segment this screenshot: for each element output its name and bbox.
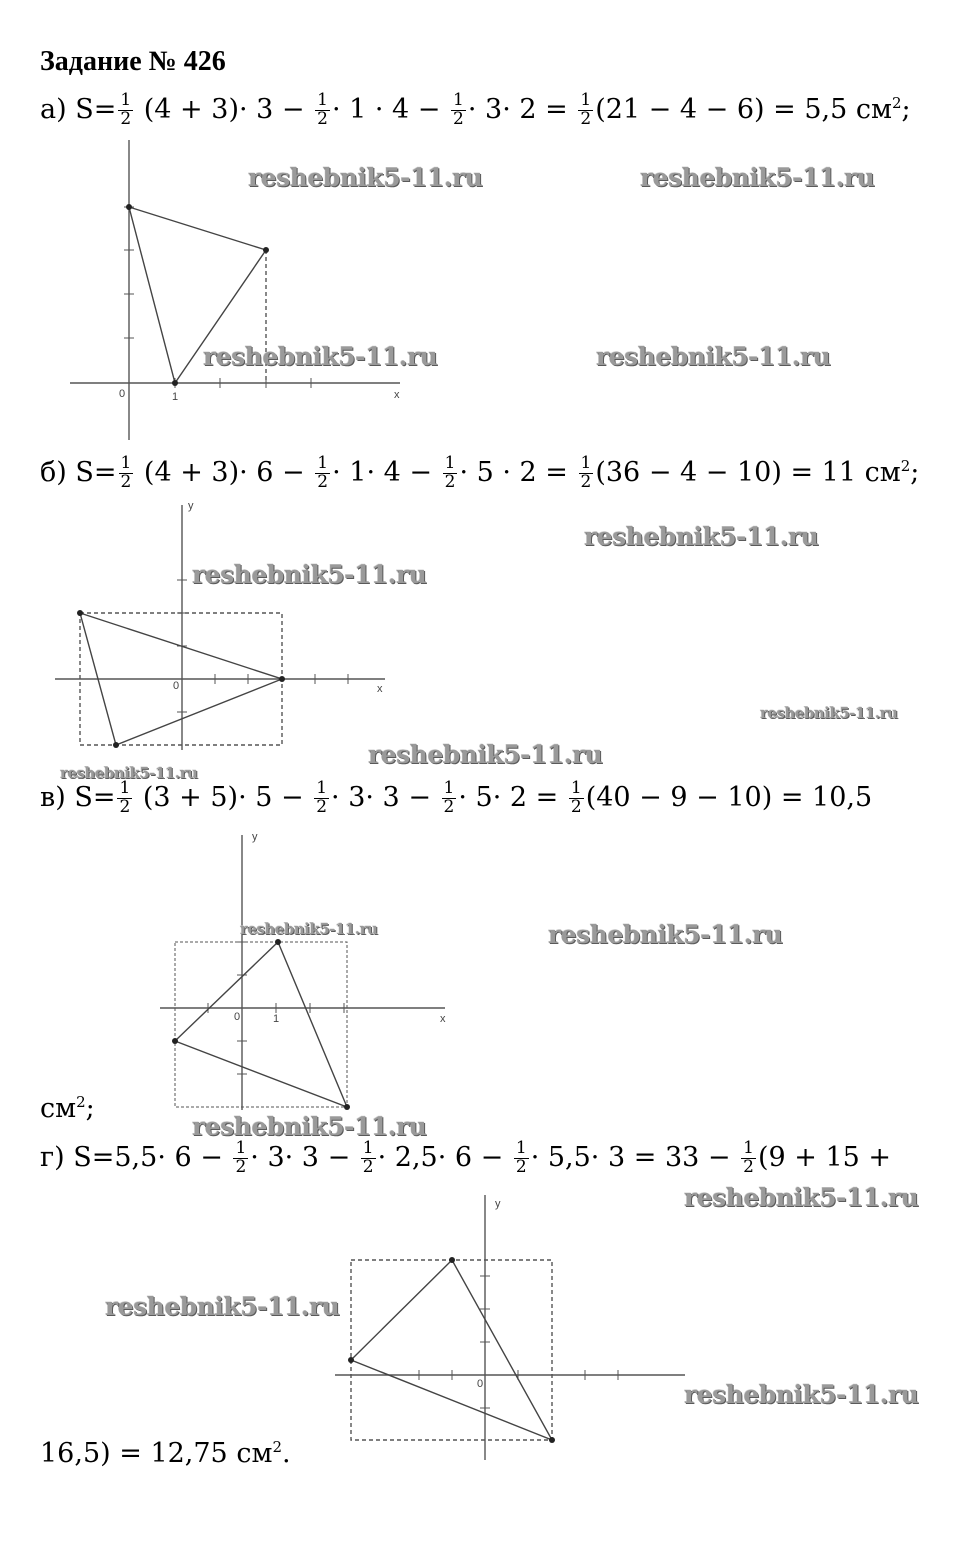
bounding-rect [175,942,347,1107]
bounding-rect [351,1260,552,1440]
equation-b: б) S= $\frac{1}{2}$ (4 + 3)· 6 − $\frac{1}{2}$ · 1· 4 − $\frac{1}{2}$ · 5 · 2 = $\frac{1}{2}$ (36 − 4 − 10) = 11 $см^2$; [40,453,920,492]
triangle-v [175,942,347,1107]
fraction: $\frac{1}{2}$ [317,453,329,492]
watermark: reshebnik5-11.ru [105,1292,340,1321]
axis-label-origin: 0 [119,388,126,400]
fraction: $\frac{1}{2}$ [515,1138,527,1177]
watermark: reshebnik5-11.ru [596,342,831,371]
figure-b [55,505,385,750]
watermark: reshebnik5-11.ru [240,920,378,938]
fraction: $\frac{1}{2}$ [743,1138,754,1177]
equation-g-continuation: 16,5) = 12,75 $см^2$. [40,1438,291,1469]
axis-label-y: y [252,831,258,843]
watermark: reshebnik5-11.ru [368,740,603,769]
triangle-g [351,1260,552,1440]
equation-a: а) S= $\frac{1}{2}$ (4 + 3)· 3 − $\frac{1}{2}$ · 1 · 4 − $\frac{1}{2}$ · 3· 2 = $\frac{1}{2}$ (21 − 4 − 6) = 5,5 $см^2$; [40,90,911,129]
fraction: $\frac{1}{2}$ [235,1138,247,1177]
fraction: $\frac{1}{2}$ [119,778,131,817]
watermark: reshebnik5-11.ru [640,163,875,192]
watermark: reshebnik5-11.ru [684,1183,919,1212]
fraction: $\frac{1}{2}$ [453,90,464,129]
axis-label-one: 1 [273,1013,280,1025]
page-title: Задание № 426 [40,46,226,77]
watermark: reshebnik5-11.ru [684,1380,919,1409]
watermark: reshebnik5-11.ru [192,560,427,589]
fraction: $\frac{1}{2}$ [444,453,456,492]
equation-v-continuation: $см^2$; [40,1093,95,1124]
fraction: $\frac{1}{2}$ [580,90,592,129]
axis-label-origin: 0 [234,1011,241,1023]
fraction: $\frac{1}{2}$ [316,778,328,817]
axis-label-x: x [440,1013,446,1025]
fraction: $\frac{1}{2}$ [120,90,132,129]
watermark: reshebnik5-11.ru [60,764,198,782]
equation-v: в) S= $\frac{1}{2}$ (3 + 5)· 5 − $\frac{1}{2}$ · 3· 3 − $\frac{1}{2}$ · 5· 2 = $\frac{1}{2}$ (40 − 9 − 10) = 10,5 [40,778,873,817]
figure-v [160,835,445,1110]
fraction: $\frac{1}{2}$ [443,778,455,817]
watermark: reshebnik5-11.ru [203,342,438,371]
watermark: reshebnik5-11.ru [584,522,819,551]
fraction: $\frac{1}{2}$ [570,778,582,817]
watermark: reshebnik5-11.ru [248,163,483,192]
equation-g: г) S=5,5· 6 − $\frac{1}{2}$ · 3· 3 − $\frac{1}{2}$ · 2,5· 6 − $\frac{1}{2}$ · 5,5· 3 = 33 − $\frac{1}{2}$ (9 + 15 + [40,1138,891,1177]
watermark: reshebnik5-11.ru [548,920,783,949]
axis-label-x: x [377,683,383,695]
fraction: $\frac{1}{2}$ [362,1138,374,1177]
figure-g [335,1195,685,1460]
axis-label-y: y [188,500,194,512]
watermark: reshebnik5-11.ru [192,1112,427,1141]
axis-label-y: y [495,1198,501,1210]
axis-label-one: 1 [172,391,179,403]
fraction: $\frac{1}{2}$ [317,90,328,129]
axis-label-x: x [394,389,400,401]
fraction: $\frac{1}{2}$ [580,453,592,492]
fraction: $\frac{1}{2}$ [120,453,132,492]
axis-label-origin: 0 [173,680,180,692]
axis-label-origin: 0 [477,1378,484,1390]
watermark: reshebnik5-11.ru [760,704,898,722]
